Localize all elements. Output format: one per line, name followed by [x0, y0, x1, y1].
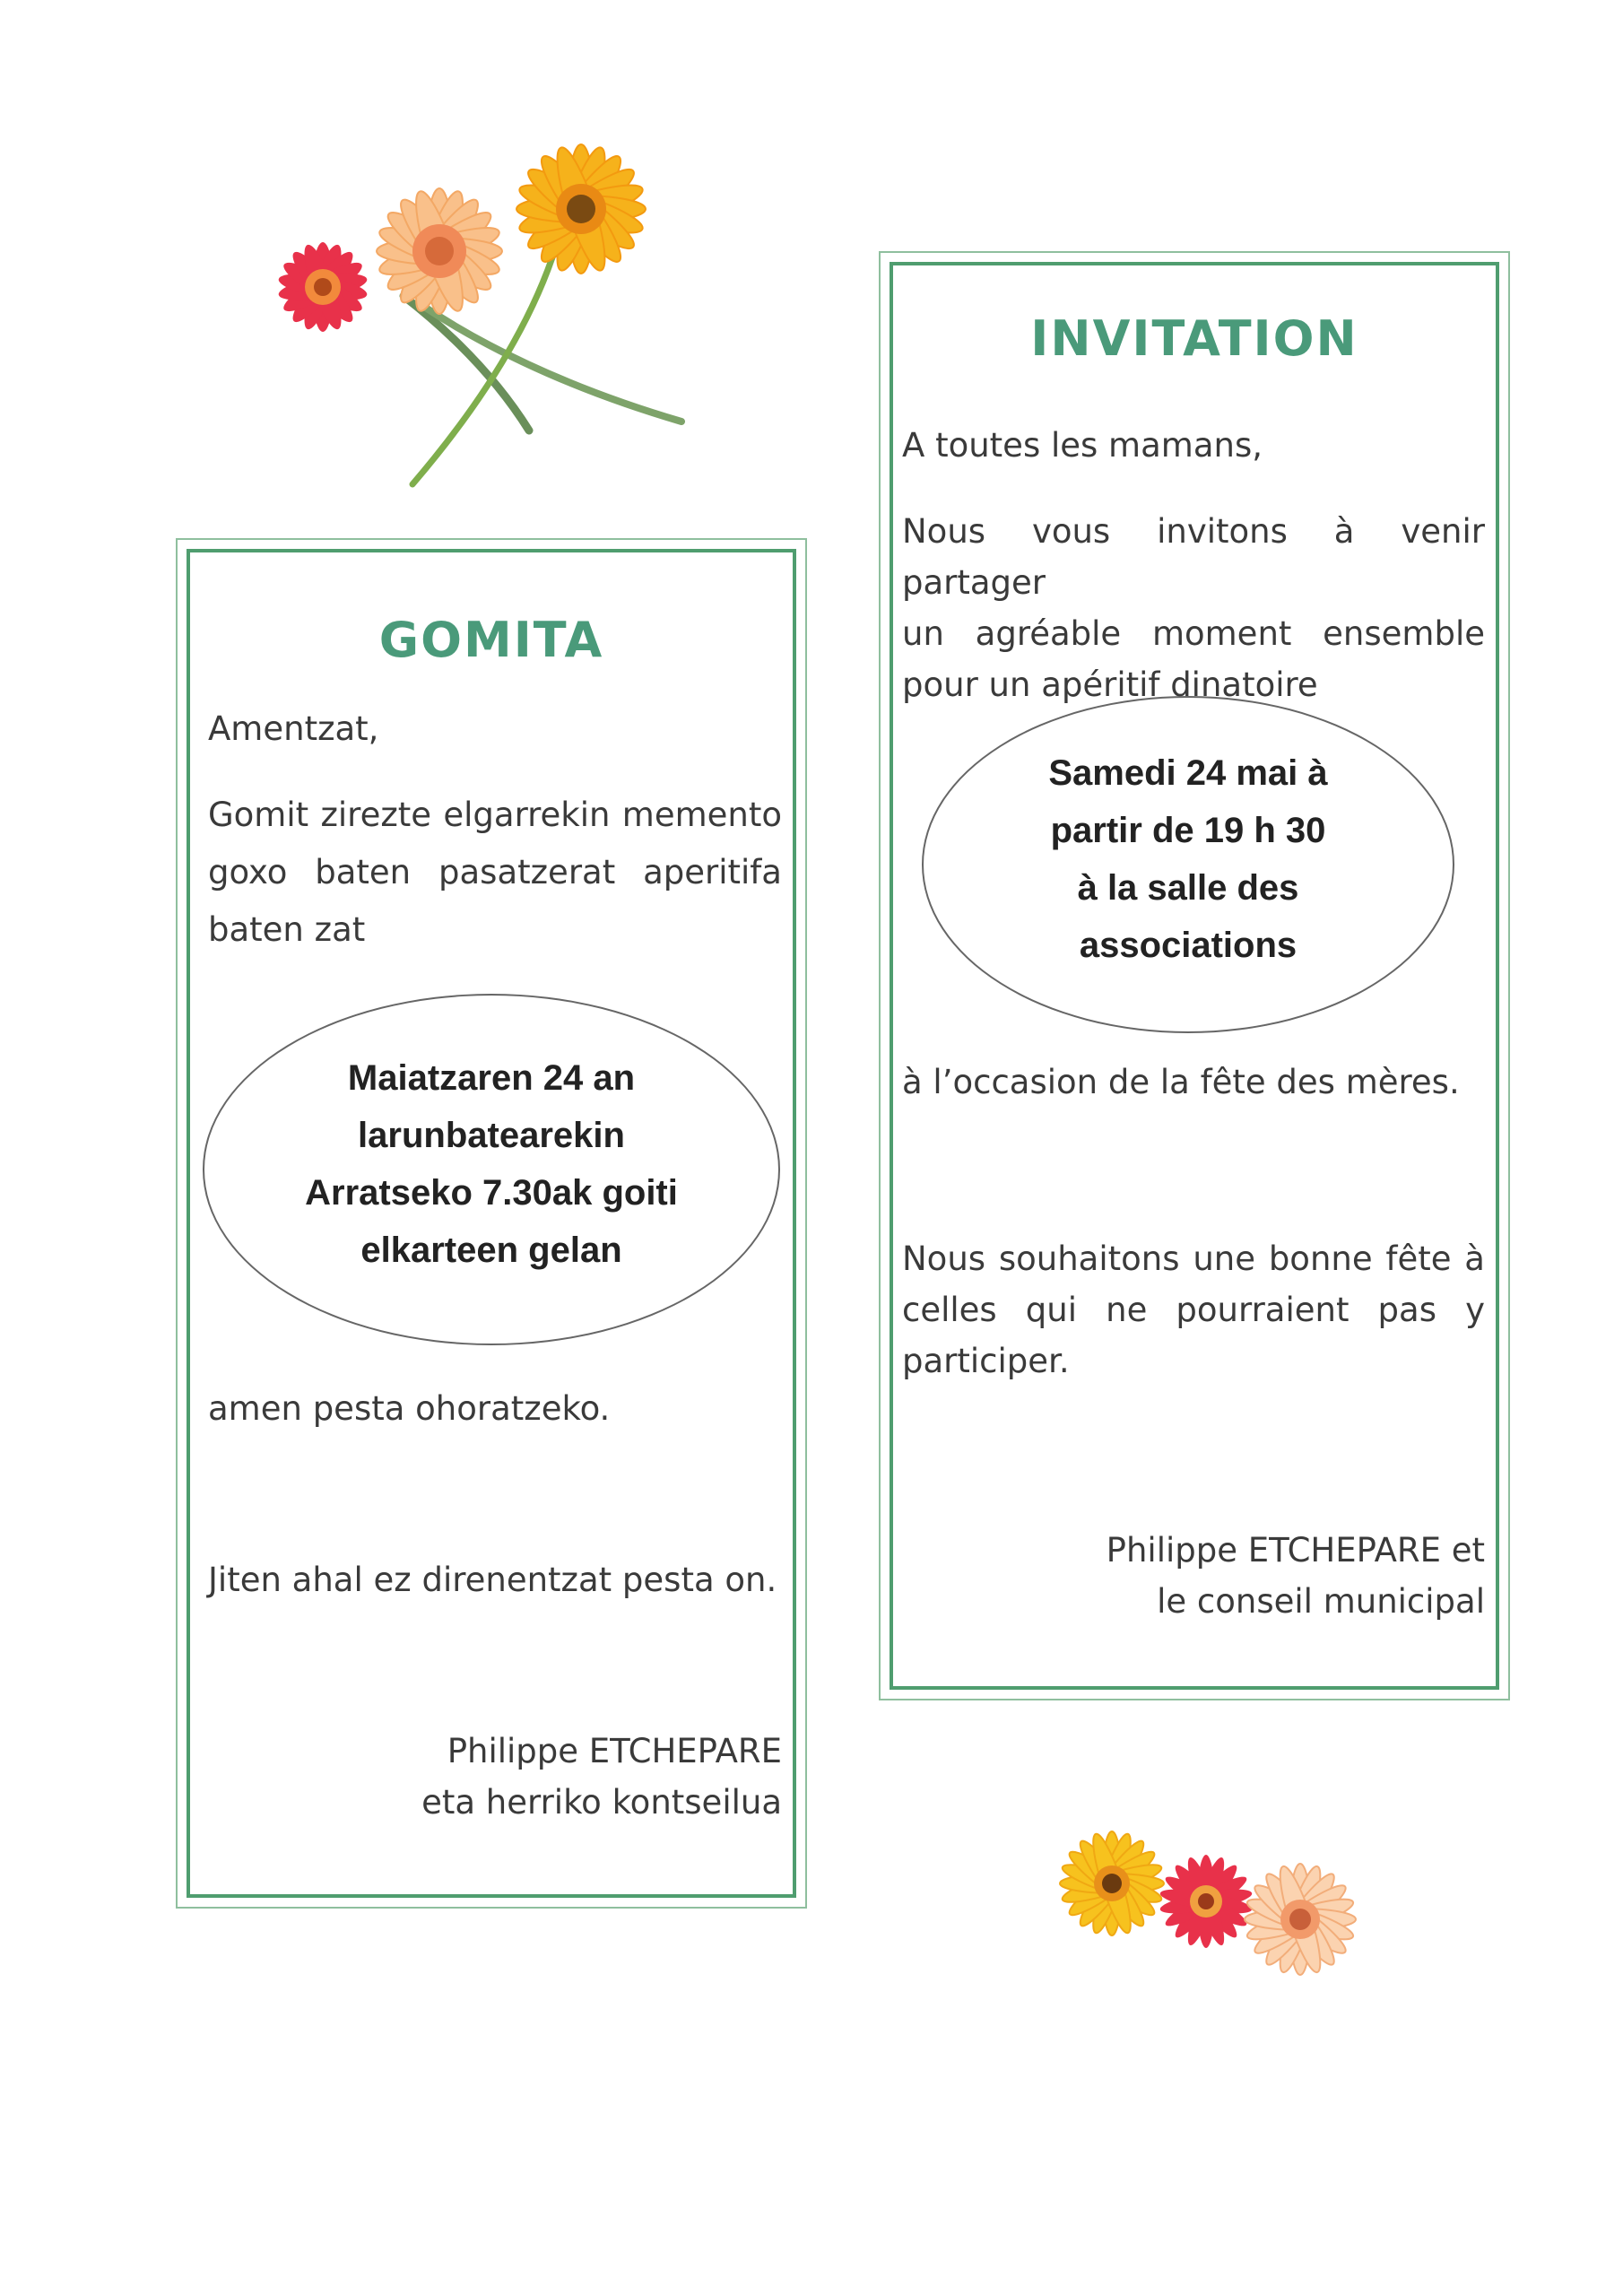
invitation-intro [902, 506, 1485, 710]
invitation-event-line: Samedi 24 mai à [1048, 753, 1328, 793]
gomita-intro-line: baten zat [208, 910, 366, 949]
invitation-event-line: partir de 19 h 30 [1050, 811, 1326, 850]
gomita-event-line: Arratseko 7.30ak goiti [305, 1173, 678, 1213]
gomita-wishes: Jiten ahal ez direnentzat pesta on. [208, 1561, 777, 1599]
invitation-signature-line: le conseil municipal [1157, 1582, 1485, 1621]
gomita-intro-line: Gomit zirezte elgarrekin memento [208, 796, 782, 834]
invitation-signature [902, 1525, 1485, 1627]
invitation-wishes-line: Nous souhaitons une bonne fête à [902, 1239, 1485, 1278]
gomita-greeting: Amentzat, [208, 709, 379, 748]
gomita-event-line: larunbatearekin [358, 1116, 625, 1155]
invitation-occasion: à l’occasion de la fête des mères. [902, 1063, 1460, 1101]
invitation-intro-line: Nous vous invitons à venir partager [902, 512, 1485, 602]
invitation-card [879, 251, 1510, 1700]
gomita-signature [208, 1726, 782, 1828]
invitation-intro-line: pour un apéritif dinatoire [902, 665, 1318, 704]
invitation-title: INVITATION [1030, 310, 1358, 367]
gomita-event-line: Maiatzaren 24 an [347, 1058, 636, 1098]
invitation-event-line: à la salle des [1077, 868, 1299, 908]
top-flowers-icon [260, 135, 708, 493]
gomita-event-ellipse [203, 994, 780, 1345]
gomita-card [176, 538, 807, 1909]
gomita-occasion: amen pesta ohoratzeko. [208, 1389, 611, 1428]
gomita-title: GOMITA [378, 612, 604, 668]
invitation-greeting: A toutes les mamans, [902, 426, 1263, 465]
gomita-intro-line: goxo baten pasatzerat aperitifa [208, 853, 782, 891]
bottom-flowers-icon [1049, 1812, 1381, 2009]
gomita-signature-line: eta herriko kontseilua [421, 1783, 782, 1822]
invitation-event-text [924, 744, 1453, 974]
invitation-intro-line: un agréable moment ensemble [902, 614, 1485, 653]
gomita-signature-line: Philippe ETCHEPARE [447, 1732, 782, 1770]
gomita-intro [208, 789, 782, 955]
gomita-event-line: elkarteen gelan [360, 1231, 622, 1270]
invitation-wishes-line: participer. [902, 1342, 1070, 1380]
invitation-wishes-line: celles qui ne pourraient pas y [902, 1291, 1485, 1329]
invitation-wishes [902, 1233, 1485, 1387]
invitation-event-line: associations [1079, 926, 1298, 965]
invitation-event-ellipse [922, 696, 1454, 1033]
invitation-signature-line: Philippe ETCHEPARE et [1106, 1531, 1485, 1570]
gomita-event-text [204, 1049, 778, 1279]
